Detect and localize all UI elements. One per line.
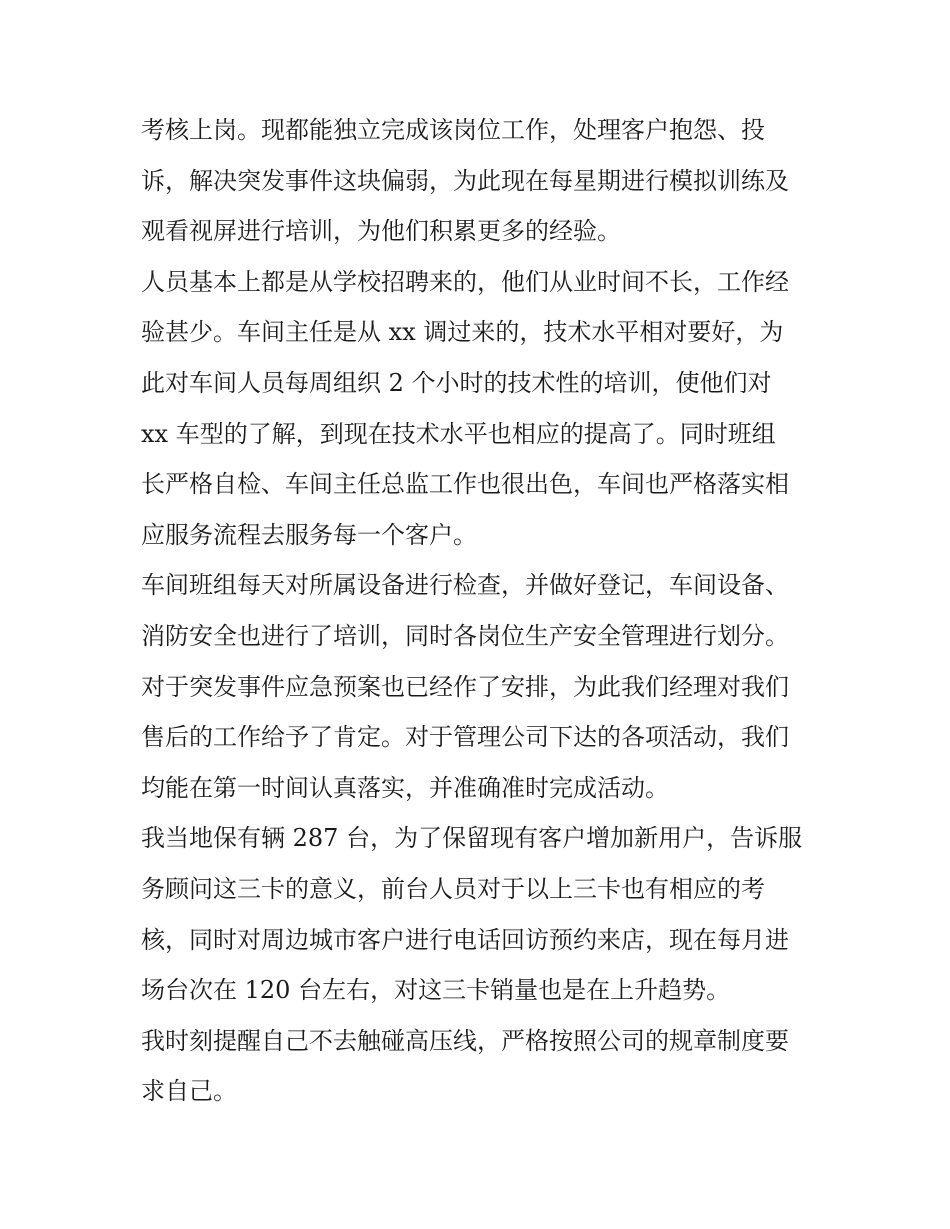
text-line: 人员基本上都是从学校招聘来的，他们从业时间不长，工作经 bbox=[141, 267, 789, 296]
paragraph bbox=[141, 1016, 821, 1117]
paragraph bbox=[141, 257, 821, 561]
text-line: 售后的工作给予了肯定。对于管理公司下达的各项活动，我们 bbox=[141, 723, 789, 752]
text-line: xx 车型的了解，到现在技术水平也相应的提高了。同时班组 bbox=[141, 419, 776, 448]
text-line: 求自己。 bbox=[141, 1077, 237, 1106]
text-line: 考核上岗。现都能独立完成该岗位工作，处理客户抱怨、投 bbox=[141, 116, 765, 144]
text-line: 此对车间人员每周组织 2 个小时的技术性的培训，使他们对 bbox=[141, 368, 772, 397]
text-line: 应服务流程去服务每一个客户。 bbox=[141, 520, 477, 549]
text-line: 对于突发事件应急预案也已经作了安排，为此我们经理对我们 bbox=[141, 672, 789, 701]
text-line: 我当地保有辆 287 台，为了保留现有客户增加新用户，告诉服 bbox=[141, 824, 803, 853]
paragraph bbox=[141, 105, 821, 257]
text-line: 消防安全也进行了培训，同时各岗位生产安全管理进行划分。 bbox=[141, 621, 789, 650]
document-body bbox=[141, 105, 821, 1117]
text-line: 诉，解决突发事件这块偏弱，为此现在每星期进行模拟训练及 bbox=[141, 166, 789, 195]
text-line: 长严格自检、车间主任总监工作也很出色，车间也严格落实相 bbox=[141, 470, 789, 499]
paragraph bbox=[141, 560, 821, 813]
text-line: 均能在第一时间认真落实，并准确准时完成活动。 bbox=[141, 773, 669, 802]
paragraph bbox=[141, 813, 821, 1015]
text-line: 务顾问这三卡的意义，前台人员对于以上三卡也有相应的考 bbox=[141, 874, 765, 903]
text-line: 核，同时对周边城市客户进行电话回访预约来店，现在每月进 bbox=[141, 925, 789, 954]
text-line: 观看视屏进行培训，为他们积累更多的经验。 bbox=[141, 217, 621, 246]
text-line: 我时刻提醒自己不去触碰高压线，严格按照公司的规章制度要 bbox=[141, 1026, 789, 1055]
text-line: 场台次在 120 台左右，对这三卡销量也是在上升趋势。 bbox=[141, 976, 731, 1005]
text-line: 验甚少。车间主任是从 xx 调过来的，技术水平相对要好，为 bbox=[141, 318, 784, 347]
text-line: 车间班组每天对所属设备进行检查，并做好登记，车间设备、 bbox=[141, 571, 789, 600]
